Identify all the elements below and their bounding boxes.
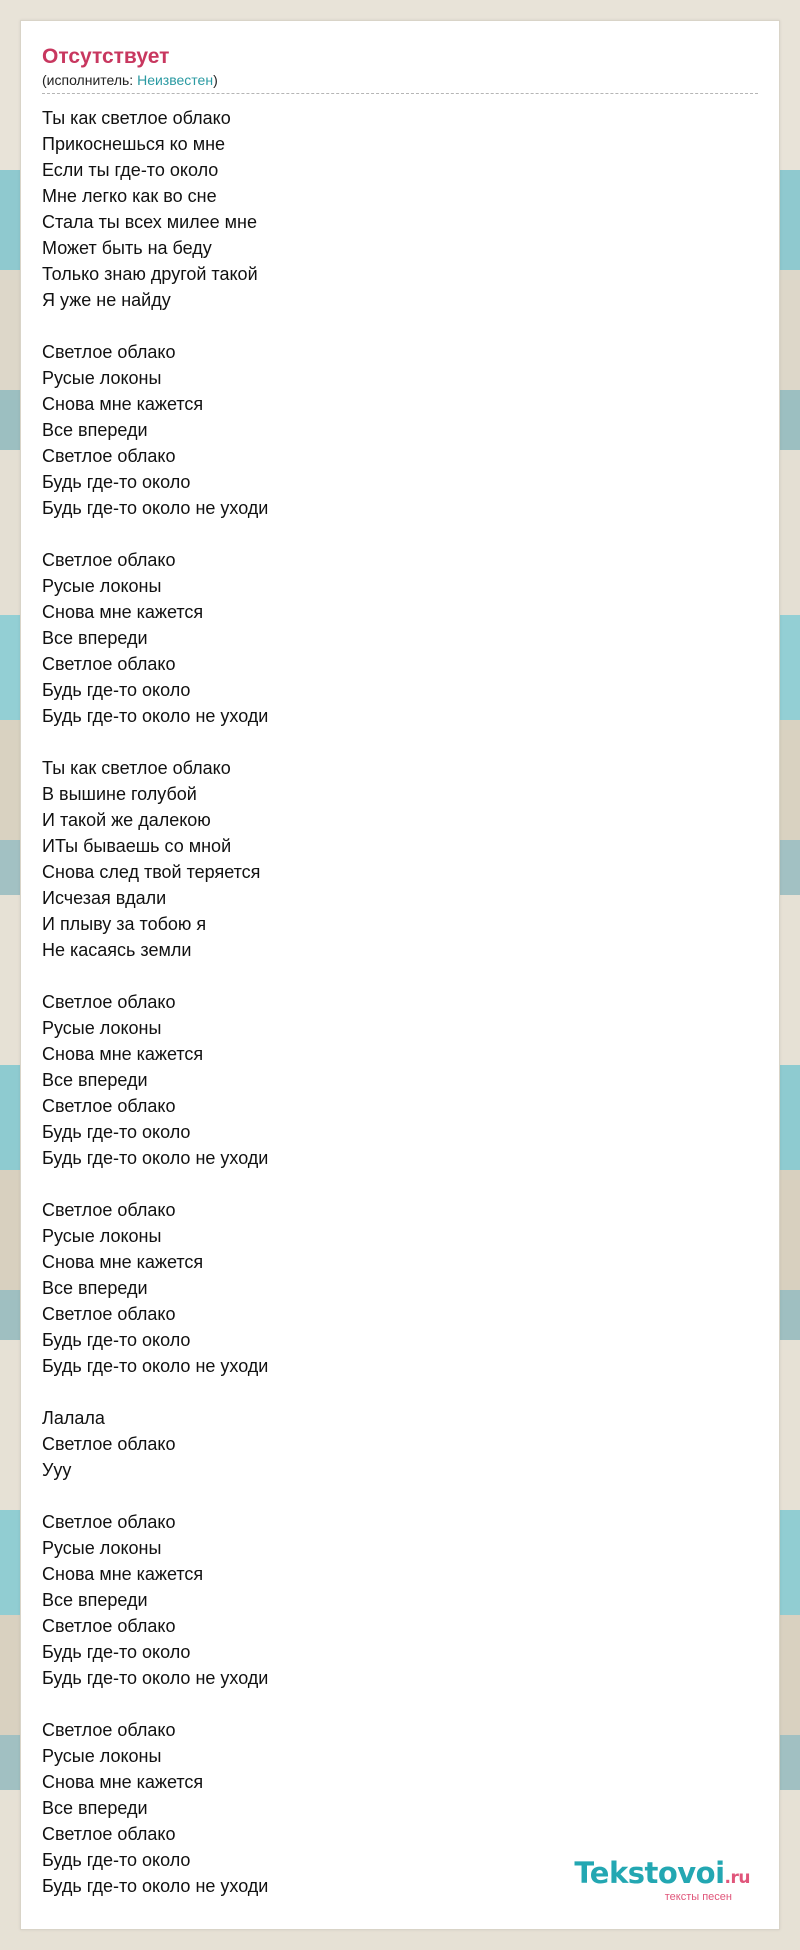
lyrics-line: Светлое облако [42,992,176,1012]
lyrics-line: Стала ты всех милее мне [42,212,258,232]
lyrics-line: Светлое облако [42,1304,176,1324]
site-logo[interactable] [574,1858,750,1903]
lyrics-line: Русые локоны [42,1018,162,1038]
lyrics-line: И такой же далекою [42,810,211,830]
lyrics-line: Снова мне кажется [42,1044,204,1064]
lyrics-line: Исчезая вдали [42,888,167,908]
lyrics-line: Светлое облако [42,654,176,674]
lyrics-line: Будь где-то около не уходи [42,1668,269,1688]
lyrics-line: Русые локоны [42,368,162,388]
logo-tagline: тексты песен [664,1891,732,1903]
artist-prefix: (исполнитель: [42,72,138,88]
lyrics-line: Будь где-то около [42,1122,191,1142]
lyrics-line: Все впереди [42,1798,148,1818]
lyrics-stanza [42,105,742,313]
lyrics-line: Светлое облако [42,1616,176,1636]
lyrics-text [42,105,742,1925]
lyrics-line: Ууу [42,1460,72,1480]
lyrics-stanza [42,547,742,729]
lyrics-line: Русые локоны [42,1746,162,1766]
lyrics-stanza [42,1509,742,1691]
lyrics-line: Только знаю другой такой [42,264,258,284]
lyrics-line: Будь где-то около не уходи [42,1148,269,1168]
lyrics-line: Русые локоны [42,1538,162,1558]
lyrics-line: Будь где-то около [42,1642,191,1662]
lyrics-line: Снова мне кажется [42,602,204,622]
lyrics-line: Ты как светлое облако [42,108,231,128]
lyrics-line: Ты как светлое облако [42,758,231,778]
lyrics-line: Будь где-то около не уходи [42,498,269,518]
lyrics-line: Снова мне кажется [42,394,204,414]
lyrics-line: Светлое облако [42,446,176,466]
lyrics-line: Светлое облако [42,1096,176,1116]
lyrics-stanza [42,1197,742,1379]
lyrics-line: Может быть на беду [42,238,212,258]
lyrics-line: Светлое облако [42,1200,176,1220]
lyrics-line: Все впереди [42,628,148,648]
lyrics-stanza [42,989,742,1171]
lyrics-line: Светлое облако [42,1512,176,1532]
lyrics-line: Будь где-то около не уходи [42,1876,269,1896]
lyrics-line: Снова мне кажется [42,1564,204,1584]
lyrics-stanza [42,755,742,963]
lyrics-line: Снова след твой теряется [42,862,261,882]
lyrics-line: Снова мне кажется [42,1252,204,1272]
lyrics-line: Русые локоны [42,1226,162,1246]
lyrics-line: В вышине голубой [42,784,197,804]
lyrics-line: Все впереди [42,1590,148,1610]
lyrics-line: Все впереди [42,1070,148,1090]
lyrics-line: Мне легко как во сне [42,186,217,206]
logo-name: Tekstovoi [574,1856,725,1890]
logo-wordmark [574,1858,750,1893]
lyrics-line: Светлое облако [42,342,176,362]
lyrics-card [20,20,780,1930]
artist-line [42,71,758,89]
logo-tld: .ru [724,1868,750,1888]
lyrics-line: Будь где-то около [42,472,191,492]
lyrics-line: ИТы бываешь со мной [42,836,232,856]
song-header [42,43,758,94]
lyrics-line: Будь где-то около не уходи [42,1356,269,1376]
lyrics-line: Светлое облако [42,1434,176,1454]
lyrics-line: Если ты где-то около [42,160,219,180]
artist-suffix: ) [213,72,218,88]
lyrics-stanza [42,1405,742,1483]
lyrics-line: Все впереди [42,420,148,440]
lyrics-line: Будь где-то около [42,680,191,700]
lyrics-line: Не касаясь земли [42,940,192,960]
artist-link[interactable]: Неизвестен [137,72,214,88]
lyrics-line: Светлое облако [42,550,176,570]
lyrics-line: И плыву за тобою я [42,914,207,934]
lyrics-stanza [42,339,742,521]
lyrics-line: Прикоснешься ко мне [42,134,226,154]
lyrics-line: Будь где-то около [42,1850,191,1870]
lyrics-line: Светлое облако [42,1824,176,1844]
lyrics-line: Светлое облако [42,1720,176,1740]
lyrics-line: Снова мне кажется [42,1772,204,1792]
lyrics-line: Русые локоны [42,576,162,596]
song-title: Отсутствует [42,45,170,68]
lyrics-line: Будь где-то около [42,1330,191,1350]
lyrics-line: Все впереди [42,1278,148,1298]
lyrics-line: Будь где-то около не уходи [42,706,269,726]
lyrics-line: Лалала [42,1408,105,1428]
lyrics-line: Я уже не найду [42,290,171,310]
